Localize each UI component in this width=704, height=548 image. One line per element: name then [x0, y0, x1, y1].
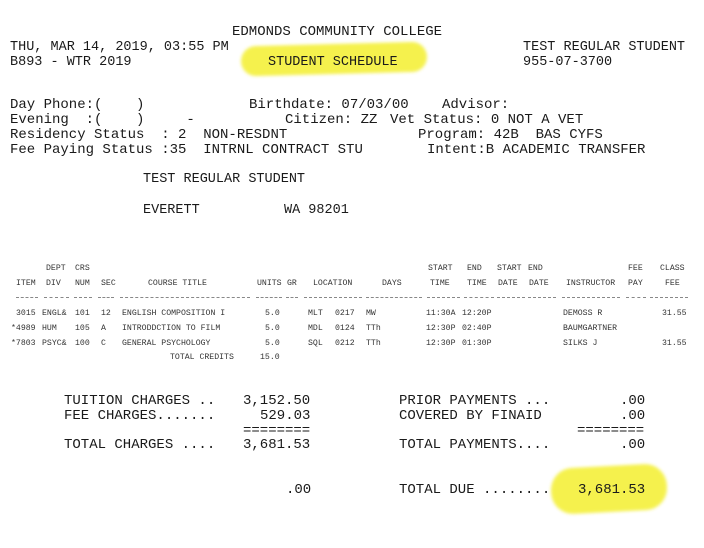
row-2-room: 0124	[335, 324, 355, 333]
row-1-sec: 12	[101, 309, 111, 318]
row-2-title: INTRODDCTION TO FILM	[122, 324, 221, 333]
header-units: UNITS	[257, 279, 282, 288]
row-2-start: 12:30P	[426, 324, 456, 333]
header-separator-title	[120, 297, 250, 298]
header-separator-end-date	[528, 297, 556, 298]
total-credits-label: TOTAL CREDITS	[170, 353, 234, 362]
header-separator-item	[16, 297, 38, 298]
row-3-sec: C	[101, 339, 106, 348]
header-instructor: INSTRUCTOR	[566, 279, 616, 288]
header-pay: PAY	[628, 279, 643, 288]
row-1-title: ENGLISH COMPOSITION I	[122, 309, 226, 318]
tuition-charges-label: TUITION CHARGES ..	[64, 393, 216, 409]
header-student-name: TEST REGULAR STUDENT	[523, 40, 686, 55]
row-1-div: ENGL&	[42, 309, 67, 318]
total-charges-label: TOTAL CHARGES ....	[64, 437, 216, 453]
header-class-top: CLASS	[660, 264, 685, 273]
header-end-date: DATE	[529, 279, 549, 288]
header-end-date-top: END	[528, 264, 543, 273]
header-end-time-top: END	[467, 264, 482, 273]
header-separator-instructor	[562, 297, 620, 298]
program: Program: 42B BAS CYFS	[418, 127, 603, 143]
address-city: EVERETT	[143, 203, 200, 218]
student-id: 955-07-3700	[523, 55, 613, 70]
row-3-instructor: SILKS J	[563, 339, 598, 348]
fee-charges-label: FEE CHARGES.......	[64, 408, 216, 424]
row-3-building: SQL	[308, 339, 323, 348]
header-separator-gr	[286, 297, 298, 298]
row-1-num: 101	[75, 309, 90, 318]
header-start-date-top: START	[497, 264, 522, 273]
row-1-room: 0217	[335, 309, 355, 318]
total-charges-value: 3,681.53	[243, 437, 311, 453]
header-item: ITEM	[16, 279, 36, 288]
intent: Intent:B ACADEMIC TRANSFER	[427, 142, 646, 158]
header-start-date: DATE	[498, 279, 518, 288]
header-crs: CRS	[75, 264, 90, 273]
row-1-end: 12:20P	[462, 309, 492, 318]
total-due-value: 3,681.53	[578, 482, 646, 498]
header-location: LOCATION	[313, 279, 353, 288]
row-1-fee: 31.55	[662, 309, 687, 318]
header-separator-num	[74, 297, 92, 298]
header-days: DAYS	[382, 279, 402, 288]
total-due-label: TOTAL DUE ........	[399, 482, 551, 498]
row-3-start: 12:30P	[426, 339, 456, 348]
row-1-units: 5.0	[265, 309, 280, 318]
header-fee-top: FEE	[628, 264, 643, 273]
advisor: Advisor:	[442, 97, 510, 113]
row-1-item: 3015	[16, 309, 36, 318]
evening-phone: Evening :( ) -	[10, 112, 195, 128]
fee-paying-status: Fee Paying Status :35 INTRNL CONTRACT STU	[10, 142, 363, 158]
term-code: B893 - WTR 2019	[10, 55, 132, 70]
row-3-days: TTh	[366, 339, 381, 348]
citizen: Citizen: ZZ	[285, 112, 378, 128]
row-2-units: 5.0	[265, 324, 280, 333]
row-2-end: 02:40P	[462, 324, 492, 333]
row-2-item: *4989	[11, 324, 36, 333]
header-separator-div	[44, 297, 69, 298]
header-div: DIV	[46, 279, 61, 288]
day-phone: Day Phone:( )	[10, 97, 145, 113]
prior-payments-label: PRIOR PAYMENTS ...	[399, 393, 551, 409]
prior-payments-value: .00	[620, 393, 646, 409]
document-title: STUDENT SCHEDULE	[268, 55, 398, 70]
address-state-zip: WA 98201	[284, 203, 349, 218]
header-separator-fee	[650, 297, 688, 298]
fee-charges-value: 529.03	[260, 408, 311, 424]
address-name: TEST REGULAR STUDENT	[143, 172, 306, 187]
header-separator-pay	[626, 297, 646, 298]
header-separator-start-date	[497, 297, 525, 298]
row-1-days: MW	[366, 309, 376, 318]
row-2-sec: A	[101, 324, 106, 333]
vet-status: Vet Status: 0 NOT A VET	[390, 112, 584, 128]
header-end-time: TIME	[467, 279, 487, 288]
header-separator-end-time	[464, 297, 494, 298]
row-3-room: 0212	[335, 339, 355, 348]
header-gr: GR	[287, 279, 297, 288]
header-start-time-top: START	[428, 264, 453, 273]
header-sec: SEC	[101, 279, 116, 288]
college-name: EDMONDS COMMUNITY COLLEGE	[232, 24, 443, 40]
print-datetime: THU, MAR 14, 2019, 03:55 PM	[10, 40, 229, 55]
total-payments-label: TOTAL PAYMENTS....	[399, 437, 551, 453]
row-1-instructor: DEMOSS R	[563, 309, 603, 318]
header-separator-days	[366, 297, 422, 298]
header-dept: DEPT	[46, 264, 66, 273]
header-num: NUM	[75, 279, 90, 288]
tuition-charges-value: 3,152.50	[243, 393, 311, 409]
row-2-instructor: BAUMGARTNER	[563, 324, 618, 333]
header-separator-sec	[98, 297, 114, 298]
row-3-title: GENERAL PSYCHOLOGY	[122, 339, 211, 348]
header-fee: FEE	[665, 279, 680, 288]
row-2-days: TTh	[366, 324, 381, 333]
header-separator-start-time	[427, 297, 460, 298]
payments-rule: ========	[577, 423, 645, 439]
row-3-num: 100	[75, 339, 90, 348]
header-separator-location	[304, 297, 362, 298]
row-3-end: 01:30P	[462, 339, 492, 348]
charges-rule: ========	[243, 423, 311, 439]
row-3-units: 5.0	[265, 339, 280, 348]
birthdate: Birthdate: 07/03/00	[249, 97, 409, 113]
total-payments-value: .00	[620, 437, 646, 453]
header-course-title: COURSE TITLE	[148, 279, 207, 288]
row-2-num: 105	[75, 324, 90, 333]
row-1-start: 11:30A	[426, 309, 456, 318]
covered-by-finaid-value: .00	[620, 408, 646, 424]
row-2-building: MDL	[308, 324, 323, 333]
row-3-div: PSYC&	[42, 339, 67, 348]
row-2-div: HUM	[42, 324, 57, 333]
row-3-item: *7803	[11, 339, 36, 348]
covered-by-finaid-label: COVERED BY FINAID	[399, 408, 542, 424]
total-credits-value: 15.0	[260, 353, 280, 362]
residency-status: Residency Status : 2 NON-RESDNT	[10, 127, 288, 143]
header-separator-units	[256, 297, 282, 298]
row-1-building: MLT	[308, 309, 323, 318]
bottom-left-amount: .00	[286, 482, 312, 498]
header-start-time: TIME	[430, 279, 450, 288]
row-3-fee: 31.55	[662, 339, 687, 348]
